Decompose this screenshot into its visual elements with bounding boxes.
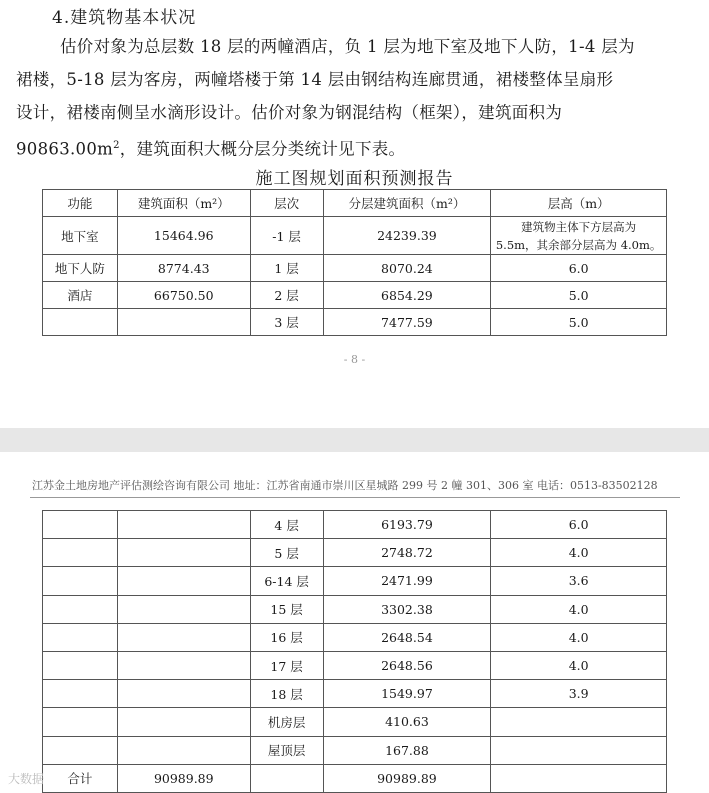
page-gap <box>0 428 709 452</box>
table-row <box>43 511 667 539</box>
table-cell: 90989.89 <box>117 764 250 792</box>
table-cell: 3.6 <box>491 567 667 595</box>
table-cell: 2748.72 <box>323 539 491 567</box>
paragraph-area-value: 90863.00m <box>16 139 114 159</box>
area-table-part-1 <box>42 189 667 336</box>
table-cell <box>491 764 667 792</box>
header-cell: 分层建筑面积（m²） <box>323 190 491 217</box>
header-cell: 层次 <box>250 190 323 217</box>
table-cell: 90989.89 <box>323 764 491 792</box>
table-cell <box>117 511 250 539</box>
table-cell: 6854.29 <box>323 282 491 309</box>
table-cell: 1549.97 <box>323 680 491 708</box>
table-cell <box>117 539 250 567</box>
table-row <box>43 680 667 708</box>
page-2 <box>0 452 709 792</box>
table-cell <box>43 651 118 679</box>
table-cell: 2471.99 <box>323 567 491 595</box>
table-cell: 建筑物主体下方层高为 5.5m，其余部分层高为 4.0m。 <box>491 217 667 255</box>
table-cell: 6.0 <box>491 511 667 539</box>
table-cell <box>117 708 250 736</box>
table-cell: 8070.24 <box>323 255 491 282</box>
paragraph-line-3: 设计，裙楼南侧呈水滴形设计。估价对象为钢混结构（框架），建筑面积为 <box>16 103 563 122</box>
header-divider <box>30 497 680 498</box>
table-cell <box>250 764 323 792</box>
table-row <box>43 217 667 255</box>
table-cell <box>43 623 118 651</box>
table-cell: 屋顶层 <box>250 736 323 764</box>
table-cell: 地下室 <box>43 217 118 255</box>
table-row <box>43 736 667 764</box>
table-cell <box>43 539 118 567</box>
table-cell: 4.0 <box>491 651 667 679</box>
table-row <box>43 309 667 336</box>
table-cell: 机房层 <box>250 708 323 736</box>
table-header-row <box>43 190 667 217</box>
table-cell <box>117 567 250 595</box>
table-cell: 15464.96 <box>117 217 250 255</box>
table-cell <box>117 680 250 708</box>
company-header: 江苏金土地房地产评估测绘咨询有限公司 地址：江苏省南通市崇川区星城路 299 号 2 幢 301、306 室 电话：0513-83502128 <box>32 479 658 492</box>
table-cell <box>117 623 250 651</box>
table-cell: 66750.50 <box>117 282 250 309</box>
header-cell: 功能 <box>43 190 118 217</box>
table-cell: 酒店 <box>43 282 118 309</box>
paragraph-line-4: ，建筑面积大概分层分类统计见下表。 <box>119 139 406 159</box>
page-number: - 8 - <box>343 353 366 366</box>
table-cell: 6-14 层 <box>250 567 323 595</box>
table-cell: 2648.56 <box>323 651 491 679</box>
table-cell: 5.0 <box>491 282 667 309</box>
table-cell: 1 层 <box>250 255 323 282</box>
superscript-2: 2 <box>113 140 120 151</box>
table-cell <box>43 567 118 595</box>
table-cell <box>491 736 667 764</box>
table-row <box>43 708 667 736</box>
table-cell: -1 层 <box>250 217 323 255</box>
table-cell: 合计 <box>43 764 118 792</box>
table-cell <box>43 736 118 764</box>
table-row <box>43 255 667 282</box>
table-cell <box>117 309 250 336</box>
table-cell <box>43 511 118 539</box>
table-cell: 8774.43 <box>117 255 250 282</box>
table-row <box>43 595 667 623</box>
table-cell: 17 层 <box>250 651 323 679</box>
table-row <box>43 282 667 309</box>
table-cell: 5 层 <box>250 539 323 567</box>
table-cell <box>43 708 118 736</box>
table-cell <box>43 309 118 336</box>
table-cell: 2 层 <box>250 282 323 309</box>
header-cell: 层高（m） <box>491 190 667 217</box>
table-cell <box>117 595 250 623</box>
description-paragraph <box>16 30 696 166</box>
table-row <box>43 567 667 595</box>
table-row <box>43 623 667 651</box>
header-cell: 建筑面积（m²） <box>117 190 250 217</box>
table-cell: 3 层 <box>250 309 323 336</box>
table-cell: 4.0 <box>491 623 667 651</box>
watermark: 大数据 <box>8 772 45 786</box>
table-cell <box>117 651 250 679</box>
table-cell: 24239.39 <box>323 217 491 255</box>
table-cell: 3.9 <box>491 680 667 708</box>
area-table-part-2 <box>42 510 667 793</box>
table-total-row <box>43 764 667 792</box>
section-heading: 4.建筑物基本状况 <box>52 8 197 28</box>
table-cell: 3302.38 <box>323 595 491 623</box>
paragraph-line-1: 估价对象为总层数 18 层的两幢酒店，负 1 层为地下室及地下人防，1-4 层为 <box>60 37 635 56</box>
table-row <box>43 651 667 679</box>
table-cell: 4 层 <box>250 511 323 539</box>
table-title: 施工图规划面积预测报告 <box>255 169 454 189</box>
table-cell <box>117 736 250 764</box>
paragraph-line-2: 裙楼，5-18 层为客房，两幢塔楼于第 14 层由钢结构连廊贯通，裙楼整体呈扇形 <box>16 70 614 89</box>
table-cell: 地下人防 <box>43 255 118 282</box>
table-cell: 5.0 <box>491 309 667 336</box>
table-cell <box>43 680 118 708</box>
table-cell: 7477.59 <box>323 309 491 336</box>
table-cell: 6193.79 <box>323 511 491 539</box>
table-cell: 4.0 <box>491 539 667 567</box>
table-row <box>43 539 667 567</box>
table-cell: 4.0 <box>491 595 667 623</box>
table-cell: 410.63 <box>323 708 491 736</box>
table-cell: 15 层 <box>250 595 323 623</box>
table-cell: 2648.54 <box>323 623 491 651</box>
table-cell: 18 层 <box>250 680 323 708</box>
table-cell: 16 层 <box>250 623 323 651</box>
table-cell: 167.88 <box>323 736 491 764</box>
table-cell <box>43 595 118 623</box>
table-cell: 6.0 <box>491 255 667 282</box>
table-cell <box>491 708 667 736</box>
